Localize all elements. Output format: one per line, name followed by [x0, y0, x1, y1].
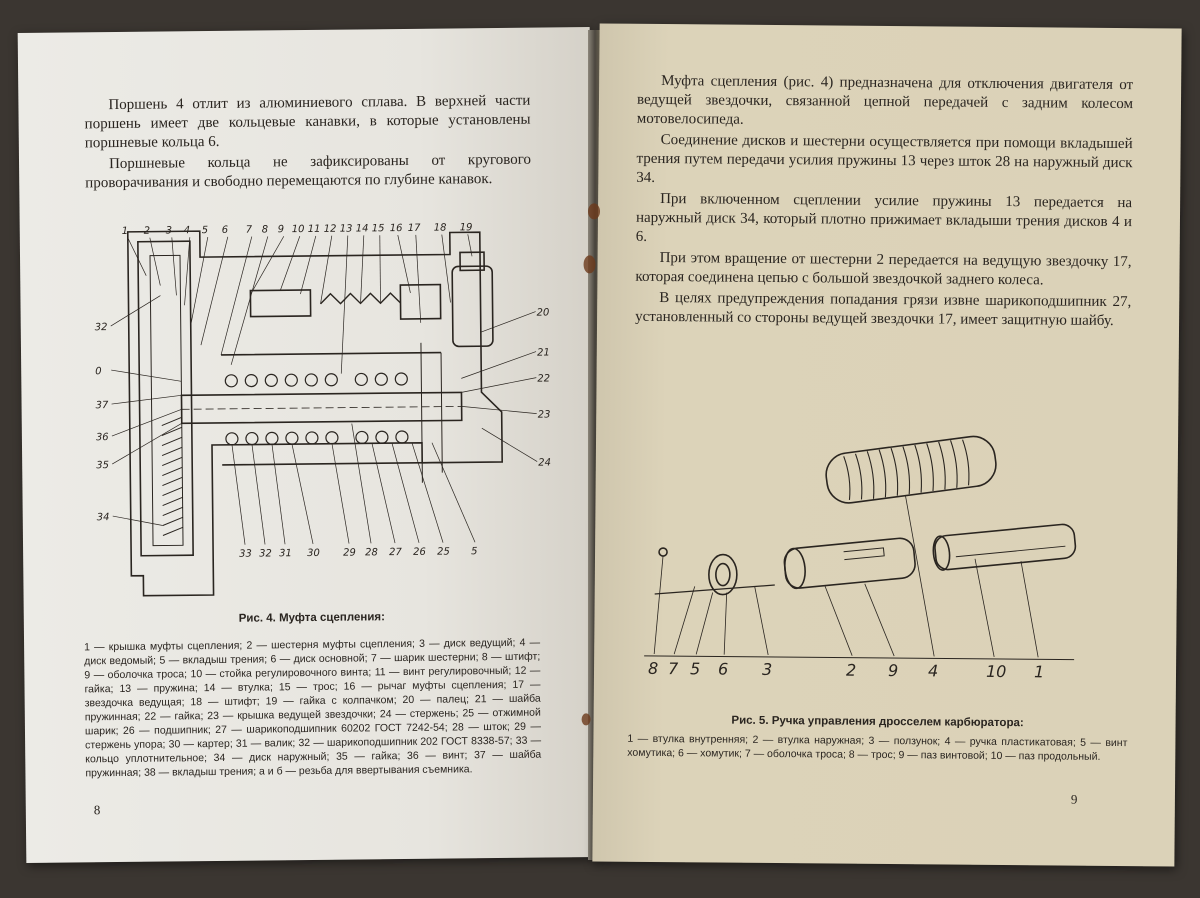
fig4-label: 17 [407, 222, 421, 234]
fig4-label: 7 [245, 224, 253, 236]
fig4-label: 0 [95, 366, 102, 378]
left-paragraph-2: Поршневые кольца не зафиксированы от кругового проворачивания и свободно перемещаются по глубине канавок. [85, 151, 532, 192]
fig4-label: 34 [96, 512, 110, 524]
fig4-label: 11 [307, 223, 321, 235]
fig4-label: 27 [389, 547, 402, 559]
fig4-label: 13 [339, 223, 353, 235]
fig5-label: 2 [845, 660, 857, 680]
fig4-label: 25 [437, 546, 450, 558]
right-page-number: 9 [1070, 791, 1078, 807]
fig4-label: 10 [291, 224, 305, 236]
fig5-label: 3 [761, 659, 773, 680]
fig4-label: 6 [221, 224, 229, 236]
fig4-caption-title: Рис. 4. Муфта сцепления: [238, 611, 385, 625]
fig4-label: 19 [459, 222, 473, 234]
fig4-label: 1 [121, 225, 129, 237]
fig4-label: 24 [538, 457, 551, 469]
right-paragraph-4: При этом вращение от шестерни 2 передается на ведущую звездочку 17, которая соединена цепью с большой звездочкой заднего колеса. [635, 250, 1132, 289]
fig4-label: 32 [259, 548, 272, 560]
left-page [18, 27, 599, 863]
fig5-label: 1 [1033, 662, 1045, 682]
stain [582, 713, 591, 725]
right-paragraph-2: Соединение дисков и шестерни осуществляется при помощи вкладышей трения путем передачи усилия пружины 13 через шток 28 на наружный диск 34. [636, 132, 1133, 186]
fig5-label: 5 [689, 659, 701, 679]
fig4-caption [84, 610, 542, 781]
fig4-label: 5 [471, 546, 478, 558]
fig4-label: 4 [183, 225, 191, 237]
fig4-label: 23 [537, 409, 551, 421]
fig4-label: 31 [279, 548, 292, 560]
fig5-label: 4 [927, 661, 939, 681]
fig4-label: 14 [355, 223, 369, 235]
right-text-block [635, 72, 1133, 333]
clutch-diagram [79, 191, 553, 616]
fig4-label: 15 [371, 223, 385, 235]
fig5-label: 10 [985, 661, 1007, 682]
fig4-label: 33 [239, 548, 252, 560]
fig4-label: 22 [537, 373, 551, 385]
fig4-label: 12 [323, 223, 337, 235]
stain [588, 203, 600, 219]
fig5-caption-title: Рис. 5. Ручка управления дросселем карбюратора: [731, 714, 1024, 730]
left-page-number: 8 [93, 802, 101, 818]
fig4-label: 32 [94, 322, 108, 334]
fig4-label: 5 [201, 225, 209, 237]
fig4-label: 28 [365, 547, 378, 559]
fig4-label: 35 [96, 460, 109, 472]
fig4-label: 21 [536, 347, 550, 359]
fig4-label: 29 [343, 547, 356, 559]
right-paragraph-5: В целях предупреждения попадания грязи извне шарикоподшипник 27, установленный со стороны ведущей звездочки 17, имеет защитную шайбу. [635, 290, 1132, 329]
fig4-label: 16 [389, 222, 403, 235]
fig5-label: 8 [647, 658, 659, 679]
right-paragraph-1: Муфта сцепления (рис. 4) предназначена для отключения двигателя от ведущей звездочки, связанной цепной передачей с задним колесом мотовелосипеда. [636, 73, 1134, 128]
fig5-label: 7 [667, 659, 679, 679]
fig4-label: 30 [307, 547, 320, 560]
fig4-label: 36 [95, 432, 109, 444]
fig5-legend: 1 — втулка внутренняя; 2 — втулка наружная; 3 — ползунок; 4 — ручка пластикатовая; 5 — винт хомутика; 6 — хомутик; 7 — оболочка троса; 8 — трос; 9 — паз винтовой; 10 — паз продольный. [627, 732, 1128, 763]
fig4-label: 8 [261, 224, 269, 236]
fig4-label: 2 [143, 225, 151, 237]
fig4-label: 3 [165, 225, 173, 237]
fig5-label: 9 [887, 661, 899, 681]
fig4-label: 26 [413, 546, 426, 558]
fig4-label: 18 [433, 222, 447, 234]
throttle-grip-diagram [634, 424, 1136, 688]
fig4-label: 37 [95, 400, 109, 412]
fig4-label: 9 [277, 224, 285, 236]
fig5-caption [627, 714, 1127, 764]
right-paragraph-3: При включенном сцеплении усилие пружины 13 передается на наружный диск 34, который плотно прижимает вкладыши трения дисков 4 и 6. [635, 191, 1133, 245]
left-text-block [84, 92, 531, 196]
stain [583, 255, 595, 273]
left-paragraph-1: Поршень 4 отлит из алюминиевого сплава. В верхней части поршень имеет две кольцевые канавки, в которые установлены поршневые кольца 6. [84, 92, 531, 152]
fig4-label: 20 [536, 307, 550, 319]
right-page [592, 23, 1181, 866]
fig5-label: 6 [717, 659, 729, 679]
fig4-legend: 1 — крышка муфты сцепления; 2 — шестерня муфты сцепления; 3 — диск ведущий; 4 — диск ведомый; 5 — вкладыш трения; 6 — диск основной; 7 — шарик шестерни; 8 — штифт; 9 — оболочка троса; 10 — стойка регулировочного винта; 11 — винт регулировочный; 12 — гайка; 13 — пружина; 14 — втулка; 15 — трос; 16 — рычаг муфты сцепления; 17 — звездочка ведущая; 18 — штифт; 19 — гайка с колпачком; 20 — палец; 21 — шайба пружинная; 22 — гайка; 23 — крышка ведущей звездочки; 24 — стержень; 25 — отжимной шарик; 26 — подшипник; 27 — шарикоподшипник 60202 ГОСТ 7242-54; 28 — шток; 29 — стержень упора; 30 — картер; 31 — валик; 32 — шарикоподшипник 202 ГОСТ 8338-57; 33 — кольцо уплотнительное; 34 — диск наружный; 35 — гайка; 36 — винт; 37 — шайба пружинная; 38 — вкладыш трения; а и б — резьба для ввертывания съемника. [84, 636, 542, 780]
